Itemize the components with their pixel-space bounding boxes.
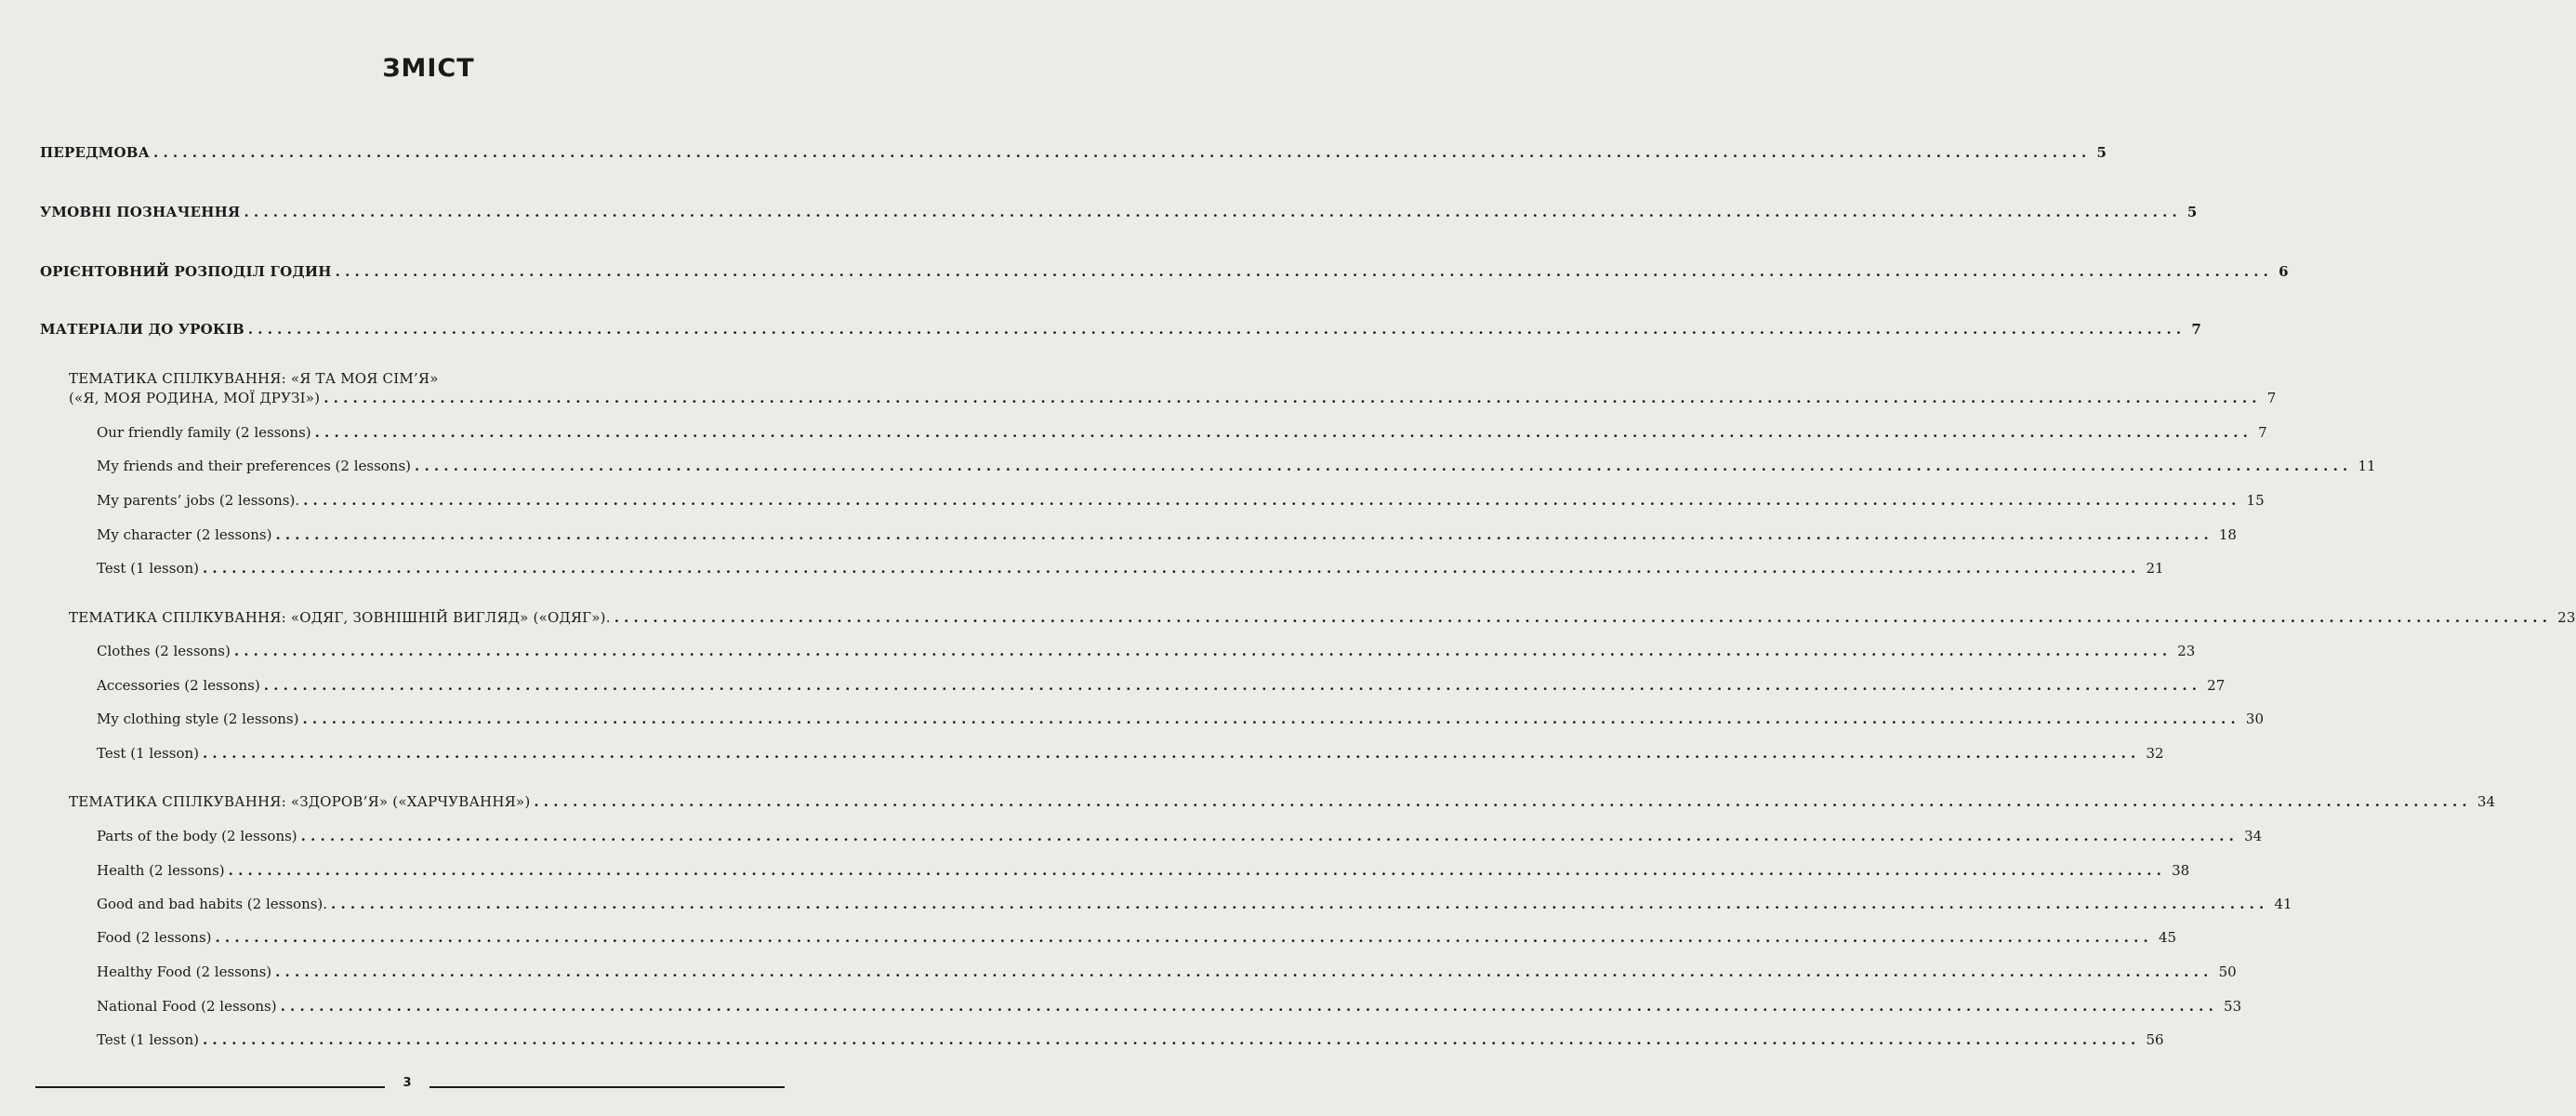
lesson-label: Parts of the body (2 lessons) [97,828,297,844]
lesson-page: 50 [2218,963,2237,980]
topic-heading-line2: («Я, МОЯ РОДИНА, МОЇ ДРУЗІ») [69,390,321,406]
toc-lesson[interactable] [97,998,2242,1015]
toc-lesson[interactable] [97,458,2376,474]
toc-lesson[interactable] [97,929,2177,946]
toc-lesson[interactable] [97,526,2237,543]
dot-leader: ........................................................................................................................................................................................................ [314,424,2253,441]
footer-rule-right [429,1086,785,1088]
toc-entry-preface[interactable] [40,144,2107,161]
toc-lesson[interactable] [97,711,2264,727]
toc-lesson[interactable] [97,677,2226,694]
topic-heading: ТЕМАТИКА СПІЛКУВАННЯ: «ЗДОРОВ’Я» («ХАРЧУВАННЯ») [69,793,531,810]
toc-entry-legend[interactable] [40,204,2198,220]
lesson-label: Good and bad habits (2 lessons). [97,896,328,912]
toc-lesson[interactable] [97,424,2267,441]
toc-entry-page: 6 [2279,263,2289,280]
toc-entry-label: ПЕРЕДМОВА [40,144,151,161]
lesson-page: 15 [2246,492,2265,509]
toc-lesson[interactable] [97,745,2164,762]
toc-lesson[interactable] [97,560,2164,577]
lesson-page: 34 [2244,828,2263,844]
dot-leader: ........................................................................................................................................................................................................ [275,963,2213,980]
toc-entry-page: 7 [2191,321,2201,338]
lesson-page: 41 [2274,896,2292,912]
toc-topic-family[interactable] [69,390,2277,406]
lesson-label: My friends and their preferences (2 lessons) [97,458,412,474]
dot-leader: ........................................................................................................................................................................................................ [247,321,2186,338]
lesson-page: 18 [2218,526,2237,543]
lesson-label: Accessories (2 lessons) [97,677,260,694]
dot-leader: ........................................................................................................................................................................................................ [324,390,2262,406]
toc-entry-hours[interactable] [40,263,2289,280]
toc-entry-label: ОРІЄНТОВНИЙ РОЗПОДІЛ ГОДИН [40,263,332,280]
toc-lesson[interactable] [97,1031,2164,1048]
toc-entry-materials[interactable] [40,321,2201,338]
toc-topic-clothes[interactable] [69,609,2576,626]
dot-leader: ........................................................................................................................................................................................................ [215,929,2153,946]
dot-leader: ........................................................................................................................................................................................................ [415,458,2353,474]
dot-leader: ........................................................................................................................................................................................................ [331,896,2269,912]
toc-entry-label: УМОВНІ ПОЗНАЧЕННЯ [40,204,241,220]
lesson-label: National Food (2 lessons) [97,998,277,1015]
toc-lesson[interactable] [97,492,2265,509]
lesson-page: 38 [2172,862,2190,879]
dot-leader: ........................................................................................................................................................................................................ [203,745,2141,762]
lesson-page: 32 [2146,745,2164,762]
lesson-label: Clothes (2 lessons) [97,643,231,659]
dot-leader: ........................................................................................................................................................................................................ [203,560,2141,577]
lesson-page: 7 [2258,424,2267,441]
toc-entry-label: МАТЕРІАЛИ ДО УРОКІВ [40,321,244,338]
lesson-label: Health (2 lessons) [97,862,225,879]
dot-leader: ........................................................................................................................................................................................................ [534,793,2472,810]
lesson-page: 45 [2158,929,2177,946]
lesson-label: Healthy Food (2 lessons) [97,963,272,980]
dot-leader: ........................................................................................................................................................................................................ [302,711,2240,727]
lesson-page: 53 [2224,998,2242,1015]
page-title: ЗМІСТ [382,54,475,83]
toc-entry-page: 23 [2557,609,2576,626]
lesson-label: My clothing style (2 lessons) [97,711,299,727]
dot-leader: ........................................................................................................................................................................................................ [614,609,2553,626]
toc-lesson[interactable] [97,896,2292,912]
toc-entry-page: 5 [2186,204,2198,220]
dot-leader: ........................................................................................................................................................................................................ [300,828,2239,844]
lesson-label: My character (2 lessons) [97,526,272,543]
toc-entry-page: 34 [2477,793,2496,810]
toc-lesson[interactable] [97,963,2237,980]
page-number: 3 [403,1076,412,1090]
lesson-page: 27 [2207,677,2226,694]
topic-heading: ТЕМАТИКА СПІЛКУВАННЯ: «ОДЯГ, ЗОВНІШНІЙ ВИГЛЯД» («ОДЯГ»). [69,609,611,626]
lesson-page: 11 [2358,458,2376,474]
lesson-label: Test (1 lesson) [97,560,199,577]
dot-leader: ........................................................................................................................................................................................................ [275,526,2213,543]
lesson-label: My parents’ jobs (2 lessons). [97,492,300,509]
toc-topic-health[interactable] [69,793,2496,810]
dot-leader: ........................................................................................................................................................................................................ [280,998,2219,1015]
toc-entry-page: 7 [2266,390,2277,406]
topic-heading-line1: ТЕМАТИКА СПІЛКУВАННЯ: «Я ТА МОЯ СІМ’Я» [69,370,439,387]
lesson-page: 56 [2146,1031,2164,1048]
lesson-label: Our friendly family (2 lessons) [97,424,311,441]
toc-lesson[interactable] [97,862,2190,879]
lesson-label: Food (2 lessons) [97,929,212,946]
lesson-page: 21 [2146,560,2164,577]
dot-leader: ........................................................................................................................................................................................................ [335,263,2274,280]
dot-leader: ........................................................................................................................................................................................................ [153,144,2092,161]
dot-leader: ........................................................................................................................................................................................................ [228,862,2167,879]
lesson-label: Test (1 lesson) [97,745,199,762]
dot-leader: ........................................................................................................................................................................................................ [203,1031,2141,1048]
footer-rule-left [35,1086,385,1088]
toc-lesson[interactable] [97,643,2196,659]
lesson-page: 30 [2245,711,2264,727]
dot-leader: ........................................................................................................................................................................................................ [263,677,2202,694]
lesson-page: 23 [2177,643,2196,659]
lesson-label: Test (1 lesson) [97,1031,199,1048]
dot-leader: ........................................................................................................................................................................................................ [233,643,2173,659]
dot-leader: ........................................................................................................................................................................................................ [303,492,2241,509]
toc-entry-page: 5 [2096,144,2107,161]
toc-lesson[interactable] [97,828,2263,844]
dot-leader: ........................................................................................................................................................................................................ [244,204,2182,220]
